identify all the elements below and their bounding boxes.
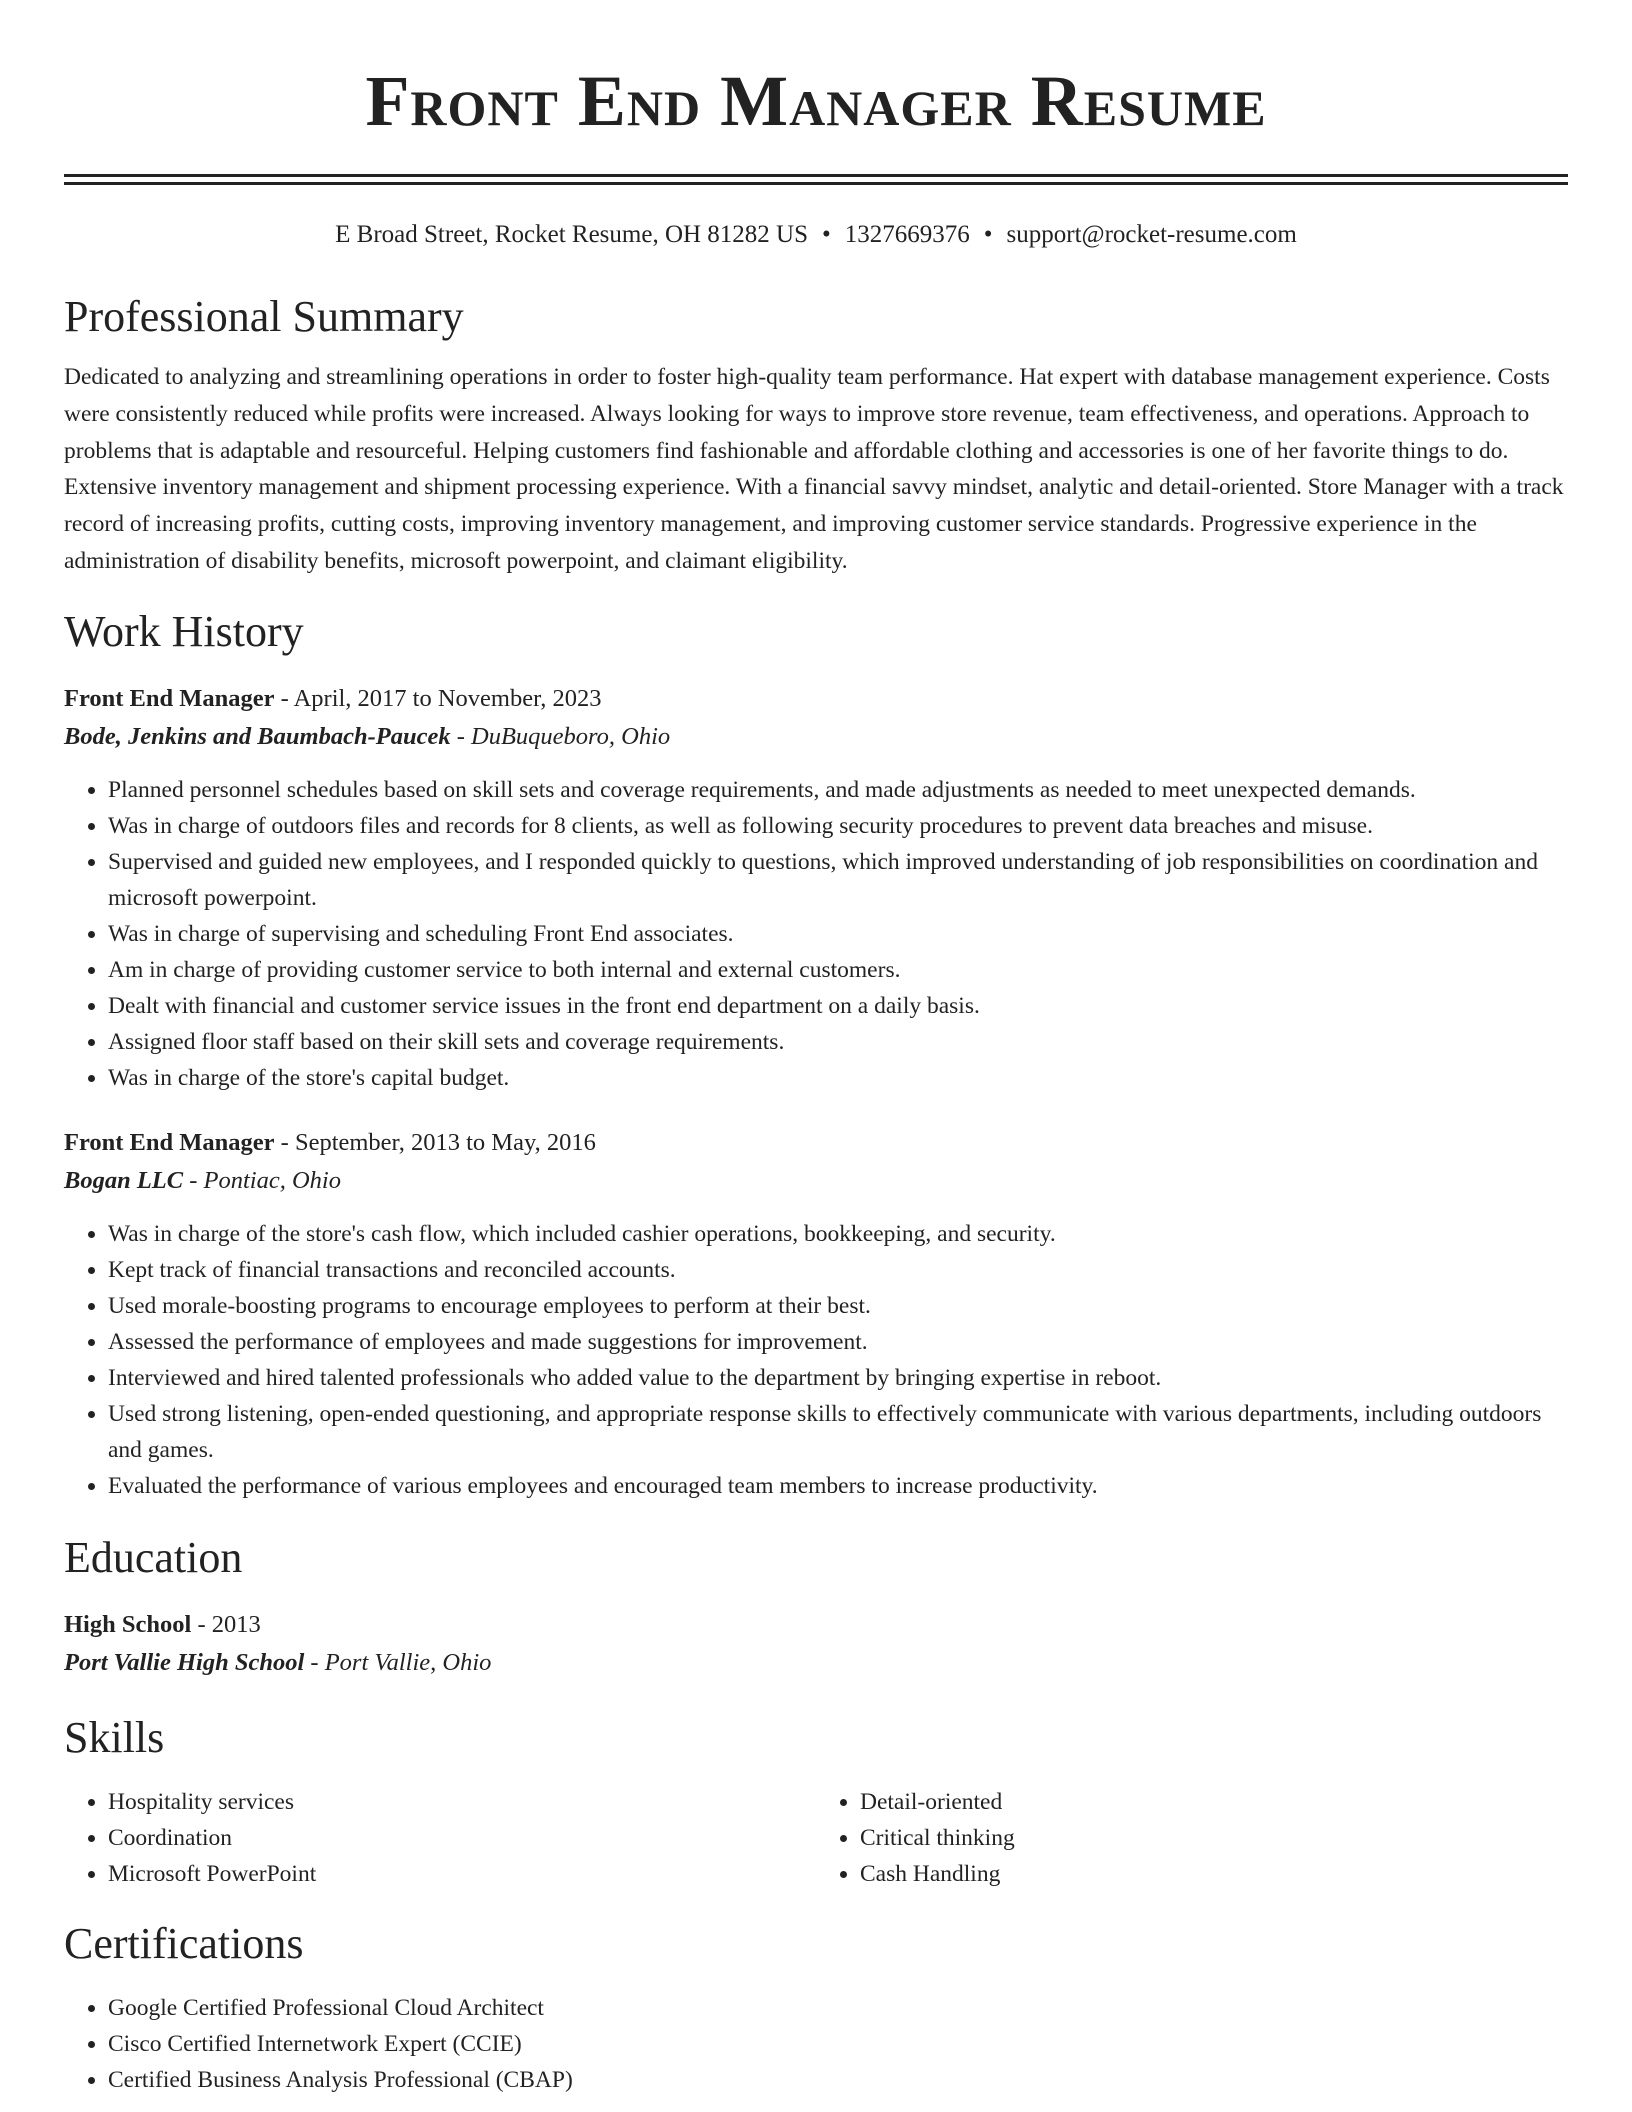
job-entry	[64, 680, 1568, 1096]
job-entry	[64, 1124, 1568, 1504]
list-item: • Dealt with financial and customer service issues in the front end department on a daily basis.	[108, 988, 1568, 1024]
list-item: • Used strong listening, open-ended questioning, and appropriate response skills to effectively communicate with various departments, including outdoors and games.	[108, 1396, 1568, 1468]
contact-phone: 1327669376	[844, 221, 970, 248]
job-company-line	[64, 718, 1568, 756]
list-item: • Assessed the performance of employees and made suggestions for improvement.	[108, 1324, 1568, 1360]
job-company: Bogan LLC	[64, 1166, 184, 1194]
job-bullets	[64, 1216, 1568, 1504]
job-location: - Pontiac, Ohio	[183, 1166, 341, 1194]
job-bullets	[64, 772, 1568, 1096]
job-title-line	[64, 680, 1568, 718]
skills-section	[64, 1712, 1568, 1892]
contact-address: E Broad Street, Rocket Resume, OH 81282 US	[335, 221, 809, 248]
list-item: • Used morale-boosting programs to encourage employees to perform at their best.	[108, 1288, 1568, 1324]
education-school-line	[64, 1644, 1568, 1682]
work-history-heading: Work History	[64, 606, 304, 656]
education-school: Port Vallie High School	[64, 1648, 305, 1676]
job-company-line	[64, 1162, 1568, 1200]
list-item: • Cash Handling	[860, 1856, 1568, 1892]
summary-heading: Professional Summary	[64, 292, 464, 341]
education-section	[64, 1532, 1568, 1682]
skills-grid	[64, 1784, 1568, 1892]
contact-separator: •	[983, 221, 993, 248]
list-item: • Cisco Certified Internetwork Expert (CCIE)	[108, 2026, 1568, 2062]
education-degree: High School	[64, 1610, 192, 1638]
skills-column-left	[64, 1784, 816, 1892]
resume-page	[64, 0, 1568, 2098]
list-item: • Was in charge of supervising and scheduling Front End associates.	[108, 916, 1568, 952]
contact-email: support@rocket-resume.com	[1006, 221, 1297, 248]
skills-heading: Skills	[64, 1712, 165, 1762]
job-title: Front End Manager	[64, 684, 275, 712]
list-item: • Detail-oriented	[860, 1784, 1568, 1820]
list-item: • Supervised and guided new employees, and I responded quickly to questions, which improved understanding of job responsibilities on coordination and microsoft powerpoint.	[108, 844, 1568, 916]
certifications-list	[64, 1990, 1568, 2098]
list-item: • Am in charge of providing customer service to both internal and external customers.	[108, 952, 1568, 988]
education-heading: Education	[64, 1532, 243, 1582]
certifications-section	[64, 1918, 1568, 2098]
contact-separator: •	[822, 221, 831, 248]
list-item: • Coordination	[108, 1820, 816, 1856]
job-title: Front End Manager	[64, 1128, 275, 1156]
list-item: • Microsoft PowerPoint	[108, 1856, 816, 1892]
job-location: - DuBuqueboro, Ohio	[450, 722, 671, 750]
list-item: • Assigned floor staff based on their skill sets and coverage requirements.	[108, 1024, 1568, 1060]
list-item: • Was in charge of the store's capital budget.	[108, 1060, 1568, 1096]
job-dates: - April, 2017 to November, 2023	[274, 684, 602, 712]
education-year: - 2013	[191, 1610, 261, 1638]
list-item: • Was in charge of outdoors files and records for 8 clients, as well as following security procedures to prevent data breaches and misuse.	[108, 808, 1568, 844]
page-title: Front End Manager Resume	[365, 61, 1267, 141]
list-item: • Google Certified Professional Cloud Architect	[108, 1990, 1568, 2026]
education-entry	[64, 1606, 1568, 1682]
contact-line	[64, 219, 1568, 251]
list-item: • Interviewed and hired talented professionals who added value to the department by bringing expertise in reboot.	[108, 1360, 1568, 1396]
list-item: • Planned personnel schedules based on skill sets and coverage requirements, and made adjustments as needed to meet unexpected demands.	[108, 772, 1568, 808]
list-item: • Kept track of financial transactions and reconciled accounts.	[108, 1252, 1568, 1288]
list-item: • Was in charge of the store's cash flow, which included cashier operations, bookkeeping, and security.	[108, 1216, 1568, 1252]
job-title-line	[64, 1124, 1568, 1162]
certifications-heading: Certifications	[64, 1918, 304, 1968]
list-item: • Evaluated the performance of various employees and encouraged team members to increase productivity.	[108, 1468, 1568, 1504]
summary-text: Dedicated to analyzing and streamlining operations in order to foster high-quality team performance. Hat expert with database management experience. Costs were consistently reduced while profits were increased. Always looking for ways to improve store revenue, team effectiveness, and operations. Approach to problems that is adaptable and resourceful. Helping customers find fashionable and affordable clothing and accessories is one of her favorite things to do. Extensive inventory management and shipment processing experience. With a financial savvy mindset, analytic and detail-oriented. Store Manager with a track record of increasing profits, cutting costs, improving inventory management, and improving customer service standards. Progressive experience in the administration of disability benefits, microsoft powerpoint, and claimant eligibility.	[64, 364, 1564, 574]
education-degree-line	[64, 1606, 1568, 1644]
work-history-section	[64, 606, 1568, 1504]
list-item: • Hospitality services	[108, 1784, 816, 1820]
job-dates: - September, 2013 to May, 2016	[274, 1128, 596, 1156]
skills-column-right	[816, 1784, 1568, 1892]
title-double-rule	[64, 174, 1568, 185]
list-item: • Critical thinking	[860, 1820, 1568, 1856]
list-item: • Certified Business Analysis Professional (CBAP)	[108, 2062, 1568, 2098]
education-location: - Port Vallie, Ohio	[304, 1648, 492, 1676]
summary-section	[64, 291, 1568, 580]
job-company: Bode, Jenkins and Baumbach-Paucek	[64, 722, 451, 750]
